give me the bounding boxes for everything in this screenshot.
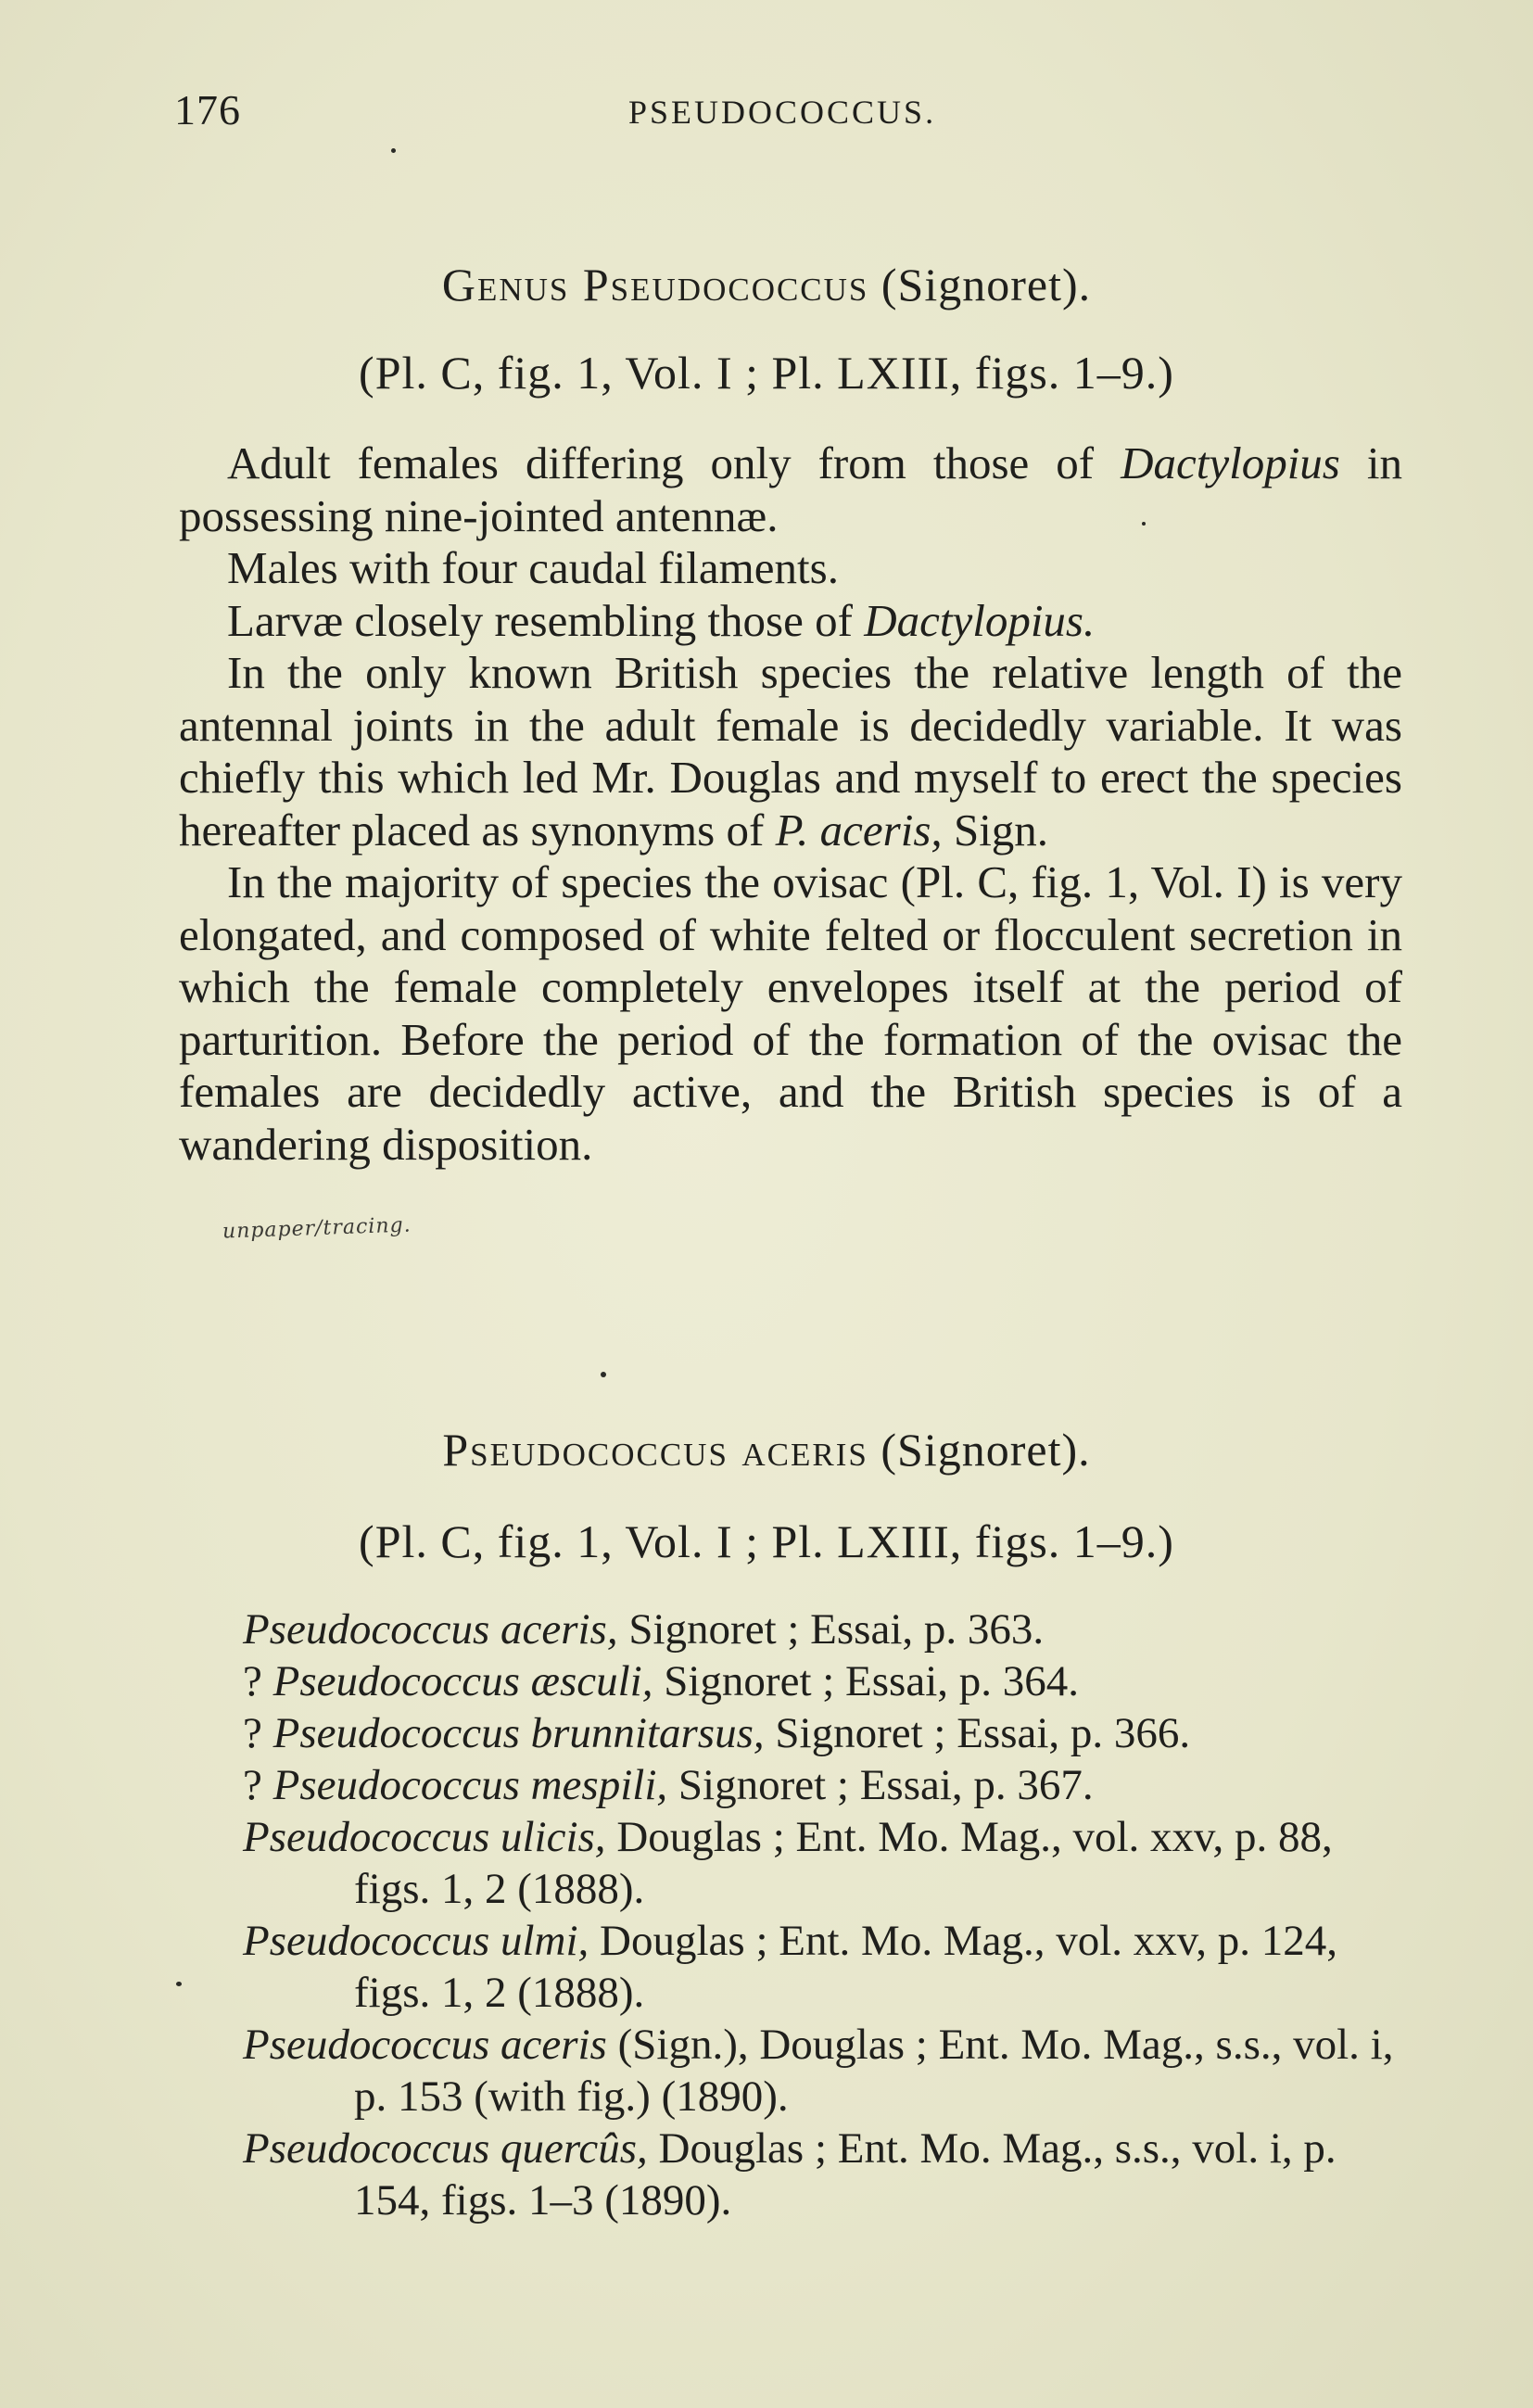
synonym-name: Pseudococcus brunnitarsus, bbox=[272, 1709, 765, 1757]
p1-genus-name: Dactylopius bbox=[1121, 437, 1340, 488]
synonym-reference: Douglas ; Ent. Mo. Mag., vol. xxv, p. 88, figs. 1, 2 (1888). bbox=[354, 1813, 1333, 1913]
description-paragraph-4 bbox=[179, 647, 1402, 856]
synonym-query-mark: ? bbox=[243, 1761, 273, 1809]
description-paragraph-5: In the majority of species the ovisac (Pl. C, fig. 1, Vol. I) is very elongated, and composed of white felted or flocculent secretion in which the female completely envelopes itself at the period of parturition. Before the period of the formation of the ovisac the females are decidedly active, and the British species is of a wandering disposition. bbox=[179, 856, 1402, 1170]
synonymy-list bbox=[243, 1603, 1411, 2226]
p3-genus-name: Dactylopius. bbox=[864, 594, 1096, 646]
synonym-name: Pseudococcus aceris, bbox=[243, 1605, 618, 1654]
synonym-query-mark: ? bbox=[243, 1709, 273, 1757]
genus-heading-author: (Signoret). bbox=[868, 259, 1092, 311]
species-heading bbox=[0, 1423, 1533, 1476]
print-speck bbox=[601, 1372, 606, 1377]
synonym-name: Pseudococcus æsculi, bbox=[272, 1657, 653, 1705]
synonym-entry bbox=[243, 1811, 1411, 1915]
genus-description bbox=[179, 437, 1402, 1171]
synonym-entry bbox=[243, 1915, 1411, 2019]
synonym-name: Pseudococcus ulicis, bbox=[243, 1813, 606, 1861]
p1-text-c: in possessing nine-jointed antennæ. bbox=[179, 437, 1402, 541]
synonym-entry bbox=[243, 2019, 1411, 2123]
synonym-entry bbox=[243, 1655, 1411, 1707]
genus-plate-reference: (Pl. C, fig. 1, Vol. I ; Pl. LXIII, figs. 1–9.) bbox=[359, 347, 1174, 399]
p4-species-name: P. aceris, bbox=[775, 804, 943, 855]
description-paragraph-2: Males with four caudal filaments. bbox=[227, 542, 839, 593]
synonym-name: Pseudococcus quercûs, bbox=[243, 2124, 648, 2173]
synonym-reference: Signoret ; Essai, p. 366. bbox=[764, 1709, 1191, 1757]
synonym-entry bbox=[243, 1603, 1411, 1655]
synonym-reference: Douglas ; Ent. Mo. Mag., s.s., vol. i, p. 154, figs. 1–3 (1890). bbox=[354, 2124, 1337, 2224]
page-header bbox=[174, 85, 1416, 141]
description-paragraph-3 bbox=[179, 595, 1402, 648]
synonym-name: Pseudococcus mespili, bbox=[272, 1761, 668, 1809]
synonym-reference: Signoret ; Essai, p. 363. bbox=[617, 1605, 1045, 1654]
p4-text-c: Sign. bbox=[942, 804, 1049, 855]
species-heading-author: (Signoret). bbox=[868, 1424, 1091, 1476]
synonym-reference: Signoret ; Essai, p. 364. bbox=[652, 1657, 1080, 1705]
synonym-reference: (Sign.), Douglas ; Ent. Mo. Mag., s.s., vol. i, p. 153 (with fig.) (1890). bbox=[354, 2021, 1394, 2121]
handwritten-annotation: unpaper/tracing. bbox=[222, 1213, 412, 1244]
synonym-entry bbox=[243, 1759, 1411, 1811]
print-speck bbox=[176, 1982, 182, 1986]
synonym-query-mark: ? bbox=[243, 1657, 273, 1705]
species-plate-reference: (Pl. C, fig. 1, Vol. I ; Pl. LXIII, figs. 1–9.) bbox=[359, 1515, 1174, 1567]
print-speck bbox=[1142, 522, 1146, 526]
genus-heading-name: Genus Pseudococcus bbox=[441, 259, 869, 311]
synonym-entry bbox=[243, 2123, 1411, 2226]
synonym-name: Pseudococcus aceris bbox=[243, 2021, 607, 2069]
synonym-reference: Signoret ; Essai, p. 367. bbox=[667, 1761, 1094, 1809]
p1-text-a: Adult females differing only from those of bbox=[227, 437, 1121, 488]
genus-heading bbox=[0, 258, 1533, 311]
page-number: 176 bbox=[174, 86, 241, 133]
p3-text-a: Larvæ closely resembling those of bbox=[227, 594, 865, 646]
p4-text-a: In the only known British species the relative length of the antennal joints in the adult female is decidedly variable. It was chiefly this which led Mr. Douglas and myself to erect the species hereafter placed as synonyms of bbox=[179, 647, 1402, 855]
running-head: PSEUDOCOCCUS. bbox=[628, 94, 937, 131]
print-speck bbox=[391, 148, 396, 153]
synonym-reference: Douglas ; Ent. Mo. Mag., vol. xxv, p. 124, figs. 1, 2 (1888). bbox=[354, 1917, 1337, 2017]
synonym-entry bbox=[243, 1707, 1411, 1759]
species-heading-name: Pseudococcus aceris bbox=[442, 1424, 868, 1476]
description-paragraph-1 bbox=[179, 437, 1402, 542]
synonym-name: Pseudococcus ulmi, bbox=[243, 1917, 589, 1965]
